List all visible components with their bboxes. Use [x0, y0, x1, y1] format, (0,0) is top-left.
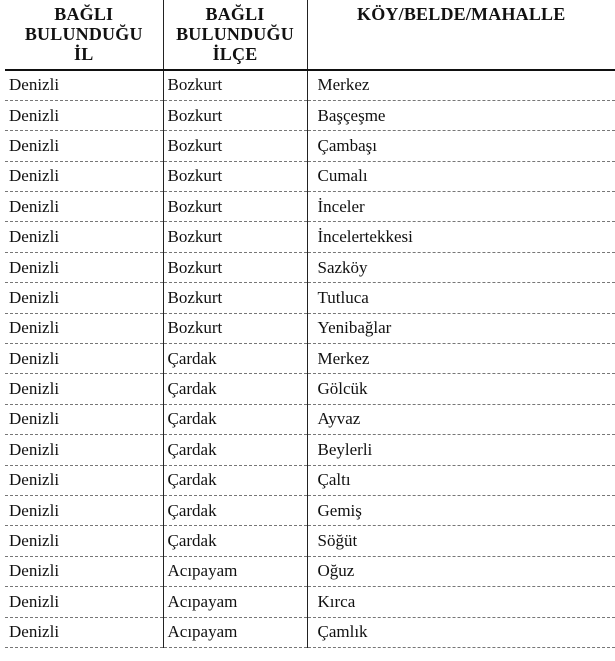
cell-il: Denizli — [5, 344, 163, 374]
cell-ilce: Bozkurt — [163, 313, 307, 343]
column-header-il-line: BAĞLI — [54, 4, 114, 24]
cell-il: Denizli — [5, 222, 163, 252]
table-row — [5, 161, 615, 191]
cell-il: Denizli — [5, 495, 163, 525]
table-row — [5, 465, 615, 495]
cell-il: Denizli — [5, 192, 163, 222]
cell-koy: Merkez — [307, 344, 615, 374]
cell-il: Denizli — [5, 252, 163, 282]
column-header-il-line: İL — [74, 44, 94, 64]
column-header-il-line: BULUNDUĞU — [24, 24, 143, 44]
table-row — [5, 587, 615, 617]
cell-ilce: Çardak — [163, 465, 307, 495]
cell-koy: Ayvaz — [307, 404, 615, 434]
cell-il: Denizli — [5, 556, 163, 586]
cell-koy: Söğüt — [307, 526, 615, 556]
table-row — [5, 617, 615, 647]
cell-koy: Gölcük — [307, 374, 615, 404]
cell-koy: İncelertekkesi — [307, 222, 615, 252]
column-header-koy-line: KÖY/BELDE/MAHALLE — [357, 4, 566, 24]
cell-ilce: Çardak — [163, 404, 307, 434]
cell-koy: Beylerli — [307, 435, 615, 465]
cell-il: Denizli — [5, 161, 163, 191]
cell-ilce: Bozkurt — [163, 192, 307, 222]
cell-il: Denizli — [5, 587, 163, 617]
cell-koy: Çambaşı — [307, 131, 615, 161]
table-row — [5, 131, 615, 161]
cell-ilce: Bozkurt — [163, 283, 307, 313]
column-header-koy — [307, 0, 615, 70]
table-row — [5, 344, 615, 374]
cell-il: Denizli — [5, 435, 163, 465]
cell-ilce: Bozkurt — [163, 100, 307, 130]
column-header-ilce-line: BULUNDUĞU — [176, 24, 294, 44]
cell-ilce: Acıpayam — [163, 617, 307, 647]
table-row — [5, 70, 615, 100]
cell-il: Denizli — [5, 70, 163, 100]
cell-il: Denizli — [5, 404, 163, 434]
cell-koy: Başçeşme — [307, 100, 615, 130]
cell-koy: Gemiş — [307, 495, 615, 525]
cell-il: Denizli — [5, 465, 163, 495]
cell-koy: Çaltı — [307, 465, 615, 495]
cell-ilce: Bozkurt — [163, 161, 307, 191]
cell-koy: Tutluca — [307, 283, 615, 313]
cell-ilce: Çardak — [163, 374, 307, 404]
table-row — [5, 495, 615, 525]
table-row — [5, 526, 615, 556]
settlement-table — [5, 0, 615, 648]
cell-ilce: Bozkurt — [163, 70, 307, 100]
table-row — [5, 192, 615, 222]
cell-il: Denizli — [5, 131, 163, 161]
cell-ilce: Bozkurt — [163, 131, 307, 161]
column-header-ilce — [163, 0, 307, 70]
cell-ilce: Bozkurt — [163, 222, 307, 252]
table-row — [5, 374, 615, 404]
column-header-ilce-line: BAĞLI — [205, 4, 265, 24]
cell-ilce: Çardak — [163, 344, 307, 374]
cell-il: Denizli — [5, 283, 163, 313]
cell-il: Denizli — [5, 313, 163, 343]
table-row — [5, 222, 615, 252]
table-row — [5, 100, 615, 130]
cell-ilce: Acıpayam — [163, 587, 307, 617]
cell-il: Denizli — [5, 617, 163, 647]
cell-koy: Merkez — [307, 70, 615, 100]
cell-ilce: Çardak — [163, 435, 307, 465]
cell-koy: Yenibağlar — [307, 313, 615, 343]
cell-il: Denizli — [5, 374, 163, 404]
cell-il: Denizli — [5, 100, 163, 130]
cell-koy: Oğuz — [307, 556, 615, 586]
cell-koy: Çamlık — [307, 617, 615, 647]
cell-ilce: Çardak — [163, 526, 307, 556]
table-row — [5, 404, 615, 434]
table-header — [5, 0, 615, 70]
cell-ilce: Acıpayam — [163, 556, 307, 586]
cell-ilce: Çardak — [163, 495, 307, 525]
table-body — [5, 70, 615, 647]
table-row — [5, 435, 615, 465]
column-header-il — [5, 0, 163, 70]
table-row — [5, 283, 615, 313]
cell-ilce: Bozkurt — [163, 252, 307, 282]
table-row — [5, 252, 615, 282]
header-row — [5, 0, 615, 70]
cell-koy: Kırca — [307, 587, 615, 617]
cell-koy: Cumalı — [307, 161, 615, 191]
cell-koy: İnceler — [307, 192, 615, 222]
column-header-ilce-line: İLÇE — [212, 44, 258, 64]
table-row — [5, 313, 615, 343]
cell-koy: Sazköy — [307, 252, 615, 282]
cell-il: Denizli — [5, 526, 163, 556]
table-row — [5, 556, 615, 586]
